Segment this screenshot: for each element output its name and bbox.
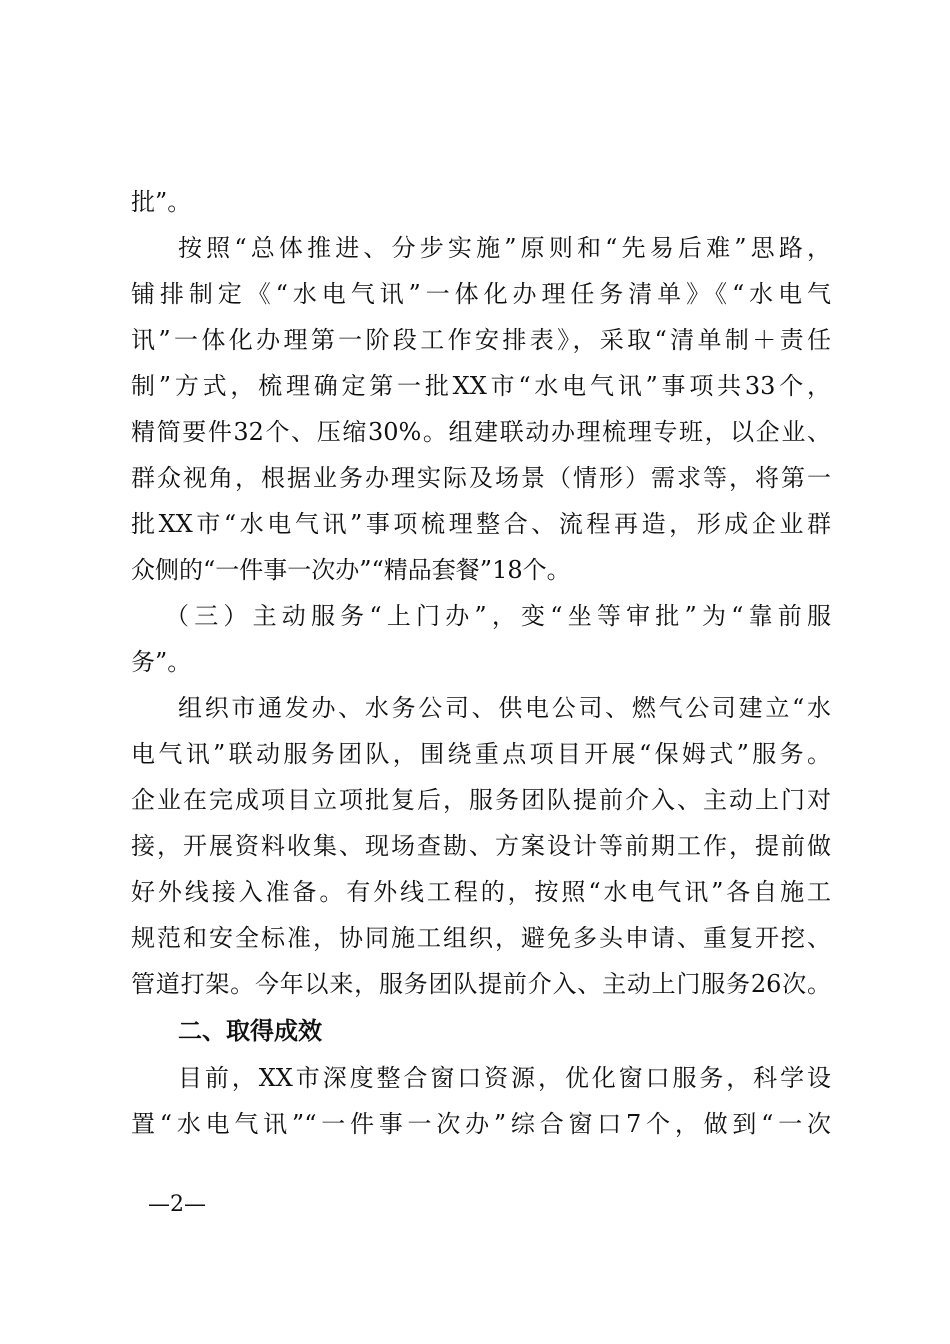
paragraph-1-line-3: 讯”一体化办理第一阶段工作安排表》，采取“清单制＋责任 (131, 326, 831, 354)
section-heading-3-line-2: 务”。 (131, 648, 192, 676)
paragraph-2-line-5: 好外线接入准备。有外线工程的，按照“水电气讯”各自施工 (131, 878, 831, 906)
paragraph-2-line-1: 组织市通发办、水务公司、供电公司、燃气公司建立“水 (178, 694, 831, 722)
paragraph-1-line-5: 精简要件32个、压缩30%。组建联动办理梳理专班，以企业、 (131, 418, 831, 446)
paragraph-2-line-2: 电气讯”联动服务团队，围绕重点项目开展“保姆式”服务。 (131, 740, 831, 768)
section-heading-3-line-1: （三）主动服务“上门办”，变“坐等审批”为“靠前服 (165, 602, 831, 630)
paragraph-3-line-1: 目前，XX市深度整合窗口资源，优化窗口服务，科学设 (178, 1064, 831, 1092)
paragraph-3-line-2: 置“水电气讯”“一件事一次办”综合窗口7个，做到“一次 (131, 1110, 831, 1138)
paragraph-1-line-1: 按照“总体推进、分步实施”原则和“先易后难”思路， (178, 234, 831, 262)
paragraph-1-line-2: 铺排制定《“水电气讯”一体化办理任务清单》《“水电气 (131, 280, 831, 308)
paragraph-2-line-7: 管道打架。今年以来，服务团队提前介入、主动上门服务26次。 (131, 970, 831, 998)
paragraph-1-line-8: 众侧的“一件事一次办”“精品套餐”18个。 (131, 556, 571, 584)
paragraph-1-line-4: 制”方式，梳理确定第一批XX市“水电气讯”事项共33个， (131, 372, 831, 400)
paragraph-1-line-6: 群众视角，根据业务办理实际及场景（情形）需求等，将第一 (131, 464, 831, 492)
paragraph-2-line-4: 接，开展资料收集、现场查勘、方案设计等前期工作，提前做 (131, 832, 831, 860)
page-number: —2— (148, 1192, 206, 1217)
paragraph-2-line-6: 规范和安全标准，协同施工组织，避免多头申请、重复开挖、 (131, 924, 831, 952)
paragraph-continuation: 批”。 (131, 188, 192, 216)
section-heading-2: 二、取得成效 (178, 1017, 322, 1045)
paragraph-1-line-7: 批XX市“水电气讯”事项梳理整合、流程再造，形成企业群 (131, 510, 831, 538)
paragraph-2-line-3: 企业在完成项目立项批复后，服务团队提前介入、主动上门对 (131, 786, 831, 814)
